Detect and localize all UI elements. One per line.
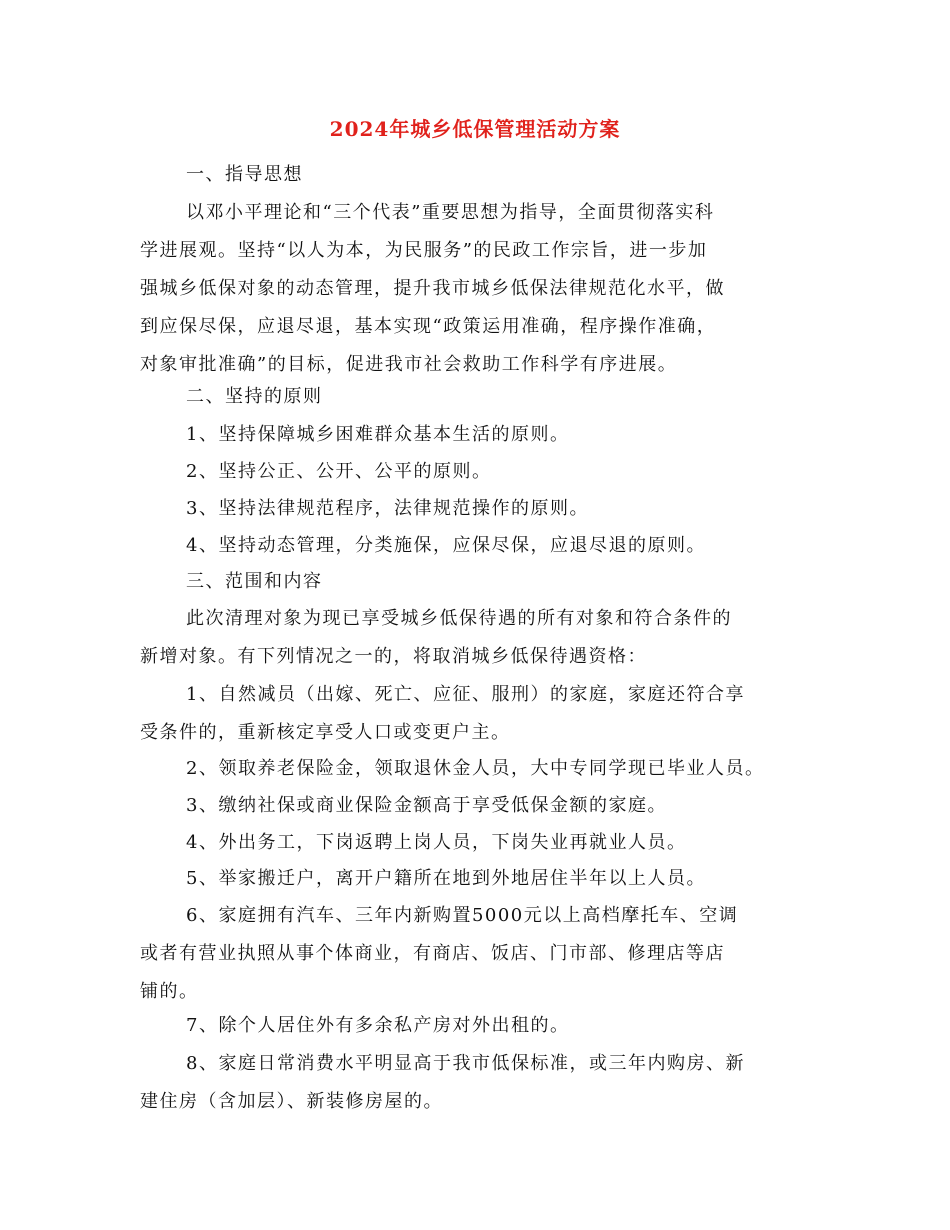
text-line: 一、指导思想	[186, 164, 303, 185]
text-line: 此次清理对象为现已享受城乡低保待遇的所有对象和符合条件的	[186, 608, 732, 629]
paragraph	[140, 156, 810, 194]
paragraph	[140, 787, 810, 825]
text-line: 3、坚持法律规范程序，法律规范操作的原则。	[186, 498, 589, 519]
text-line: 3、缴纳社保或商业保险金额高于享受低保金额的家庭。	[186, 795, 667, 816]
text-line: 6、家庭拥有汽车、三年内新购置5000元以上高档摩托车、空调	[186, 905, 739, 926]
paragraph	[140, 676, 810, 752]
text-line: 4、坚持动态管理，分类施保，应保尽保，应退尽退的原则。	[186, 535, 706, 556]
text-line: 7、除个人居住外有多余私产房对外出租的。	[186, 1015, 570, 1036]
text-line: 三、范围和内容	[186, 571, 323, 592]
text-line: 强城乡低保对象的动态管理，提升我市城乡低保法律规范化水平，做	[140, 278, 725, 299]
text-line: 新增对象。有下列情况之一的，将取消城乡低保待遇资格：	[140, 646, 647, 667]
text-line: 2、坚持公正、公开、公平的原则。	[186, 461, 492, 482]
paragraph	[140, 860, 810, 898]
text-line: 2、领取养老保险金，领取退休金人员，大中专同学现已毕业人员。	[186, 758, 765, 779]
text-line: 5、举家搬迁户，离开户籍所在地到外地居住半年以上人员。	[186, 868, 706, 889]
document-title: 2024年城乡低保管理活动方案	[329, 117, 621, 141]
paragraph	[140, 563, 810, 601]
paragraph	[140, 824, 810, 862]
text-line: 对象审批准确”的目标，促进我市社会救助工作科学有序进展。	[140, 354, 678, 375]
paragraph	[140, 1007, 810, 1045]
paragraph	[140, 600, 810, 676]
paragraph	[140, 490, 810, 528]
text-line: 铺的。	[140, 981, 199, 1002]
text-line: 受条件的，重新核定享受人口或变更户主。	[140, 722, 511, 743]
text-line: 建住房（含加层）、新装修房屋的。	[140, 1091, 443, 1112]
text-line: 1、自然减员（出嫁、死亡、应征、服刑）的家庭，家庭还符合享	[186, 684, 745, 705]
paragraph	[140, 527, 810, 565]
text-line: 二、坚持的原则	[186, 386, 323, 407]
text-line: 或者有营业执照从事个体商业，有商店、饭店、门市部、修理店等店	[140, 943, 725, 964]
paragraph	[140, 750, 810, 788]
paragraph	[140, 453, 810, 491]
text-line: 学进展观。坚持“以人为本，为民服务”的民政工作宗旨，进一步加	[140, 240, 708, 261]
text-line: 到应保尽保，应退尽退，基本实现“政策运用准确，程序操作准确，	[140, 316, 717, 337]
paragraph	[140, 1045, 810, 1121]
text-line: 4、外出务工，下岗返聘上岗人员，下岗失业再就业人员。	[186, 832, 687, 853]
text-line: 1、坚持保障城乡困难群众基本生活的原则。	[186, 424, 570, 445]
paragraph	[140, 897, 810, 1011]
text-line: 以邓小平理论和“三个代表”重要思想为指导，全面贯彻落实科	[186, 202, 715, 223]
paragraph	[140, 378, 810, 416]
paragraph	[140, 416, 810, 454]
text-line: 8、家庭日常消费水平明显高于我市低保标准，或三年内购房、新	[186, 1053, 745, 1074]
paragraph	[140, 194, 810, 384]
